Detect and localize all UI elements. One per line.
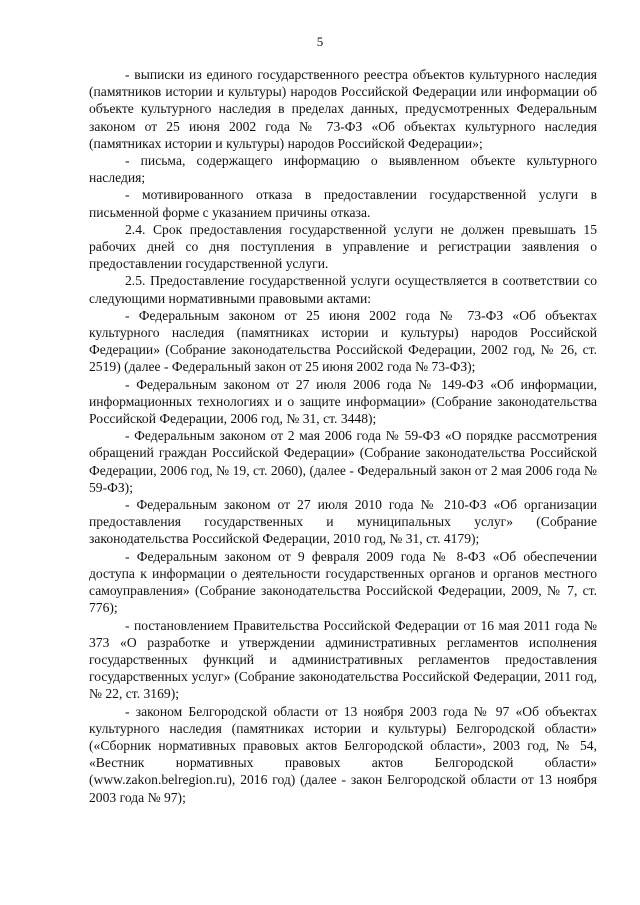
paragraph-letter: - письма, содержащего информацию о выявленном объекте культурного наследия; xyxy=(89,153,597,186)
paragraph-resolution-373: - постановлением Правительства Российской Федерации от 16 мая 2011 года № 373 «О разработке и утверждении административных регламентов исполнения государственных функций и административных регламентов предоставления государственных услуг» (Собрание законодательства Российской Федерации, 2011 год, № 22, ст. 3169); xyxy=(89,617,597,702)
paragraph-law-8-fz: - Федеральным законом от 9 февраля 2009 года № 8-ФЗ «Об обеспечении доступа к информации о деятельности государственных органов и органов местного самоуправления» (Собрание законодательства Российской Федерации, 2009, № 7, ст. 776); xyxy=(89,548,597,616)
document-body xyxy=(89,66,597,806)
paragraph-belgorod-law-97: - законом Белгородской области от 13 ноября 2003 года № 97 «Об объектах культурного наследия (памятниках истории и культуры) Белгородской области» («Сборник нормативных правовых актов Белгородской области», 2003 год, № 54, «Вестник нормативных правовых актов Белгородской области» (www.zakon.belregion.ru), 2016 год) (далее - закон Белгородской области от 13 ноября 2003 года № 97); xyxy=(89,703,597,805)
page-number: 5 xyxy=(316,34,324,49)
paragraph-2-5-legal-acts: 2.5. Предоставление государственной услуги осуществляется в соответствии со следующими нормативными правовыми актами: xyxy=(89,273,597,306)
paragraph-law-73-fz: - Федеральным законом от 25 июня 2002 года № 73-ФЗ «Об объектах культурного наследия (памятниках истории и культуры) народов Российской Федерации» (Собрание законодательства Российской Федерации, 2002 год, № 26, ст. 2519) (далее - Федеральный закон от 25 июня 2002 года № 73-ФЗ); xyxy=(89,307,597,375)
paragraph-law-149-fz: - Федеральным законом от 27 июля 2006 года № 149-ФЗ «Об информации, информационных технологиях и о защите информации» (Собрание законодательства Российской Федерации, 2006 год, № 31, ст. 3448); xyxy=(89,376,597,427)
paragraph-refusal: - мотивированного отказа в предоставлении государственной услуги в письменной форме с указанием причины отказа. xyxy=(89,187,597,220)
paragraph-law-59-fz: - Федеральным законом от 2 мая 2006 года № 59-ФЗ «О порядке рассмотрения обращений граждан Российской Федерации» (Собрание законодательства Российской Федерации, 2006 год, № 19, ст. 2060), (далее - Федеральный закон от 2 мая 2006 года № 59-ФЗ); xyxy=(89,428,597,495)
paragraph-law-210-fz: - Федеральным законом от 27 июля 2010 года № 210-ФЗ «Об организации предоставления государственных и муниципальных услуг» (Собрание законодательства Российской Федерации, 2010 год, № 31, ст. 4179); xyxy=(89,497,597,547)
paragraph-registry-extract: - выписки из единого государственного реестра объектов культурного наследия (памятников истории и культуры) народов Российской Федерации или информации об объекте культурного наследия в пределах данных, предусмотренных Федеральным законом от 25 июня 2002 года № 73-ФЗ «Об объектах культурного наследия (памятниках истории и культуры) народов Российской Федерации»; xyxy=(89,67,597,151)
paragraph-2-4-term: 2.4. Срок предоставления государственной услуги не должен превышать 15 рабочих дней со дня поступления в управление и регистрации заявления о предоставлении государственной услуги. xyxy=(89,221,597,272)
